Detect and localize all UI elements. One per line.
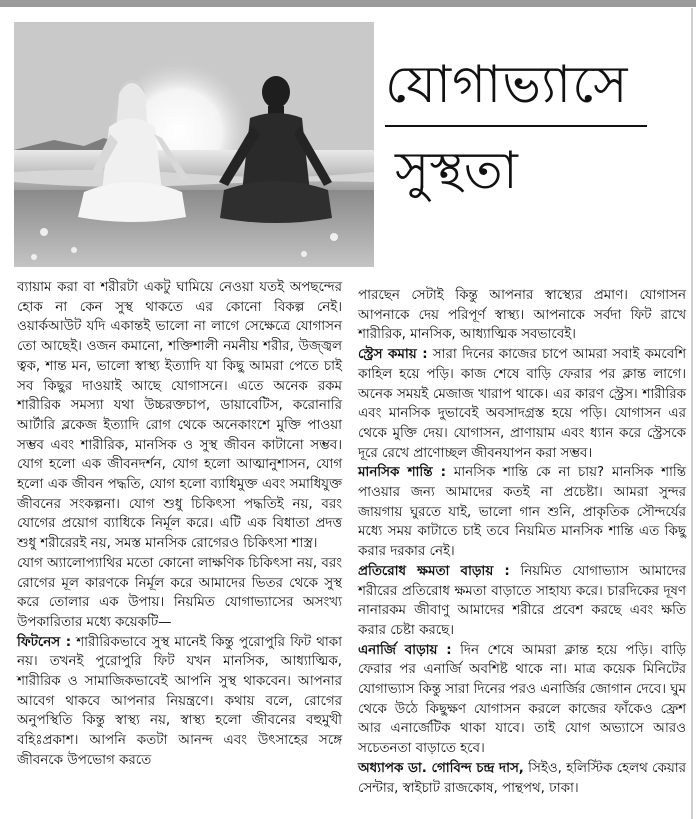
immunity-text: নিয়মিত যোগাভ্যাস আমাদের শরীরের প্রতিরোধ ক্ষমতা বাড়াতে সাহায্য করে। চারদিকের দূষণ নানারকম জীবাণু আমাদের শরীরে প্রবেশ করছে এবং ক্ষতি করার চেষ্টা করছে। — [358, 563, 686, 638]
fitness-label: ফিটনেস : — [17, 634, 72, 650]
page-edge-rule — [691, 8, 693, 819]
author-byline — [358, 759, 686, 798]
article-headline — [385, 55, 685, 201]
immunity-paragraph — [358, 562, 686, 641]
energy-text: দিন শেষে আমরা ক্লান্ত হয়ে পড়ি। বাড়ি ফেরার পর এনার্জি অবশিষ্ট থাকে না। মাত্র কয়েক মিনিটের যোগাভ্যাস কিন্তু সারা দিনের পরও এনার্জির জোগান দেবে। ঘুম থেকে উঠে কিছুক্ষণ যোগাসন করলে কাজের ফাঁকেও ফ্রেশ আর এনার্জেটিক থাকা যাবে। তাই যোগ অভ্যাসে আরও সচেতনতা বাড়াতে হবে। — [358, 642, 686, 757]
continuation-paragraph: পারছেন সেটাই কিন্তু আপনার স্বাস্থ্যের প্রমাণ। যোগাসন আপনাকে দেয় পরিপূর্ণ স্বাস্থ্য। আপনাকে সর্বদা ফিট রাখে শারীরিক, মানসিক, আধ্যাত্মিক সবভাবেই। — [358, 288, 686, 343]
immunity-label: প্রতিরোধ ক্ষমতা বাড়ায় : — [358, 563, 510, 579]
fitness-paragraph — [17, 633, 342, 771]
headline-line-2: সুস্থতা — [395, 141, 518, 201]
article-column-right — [358, 286, 686, 798]
headline-rule — [385, 125, 647, 127]
peace-label: মানসিক শান্তি : — [358, 465, 447, 481]
fitness-text: শারীরিকভাবে সুস্থ মানেই কিন্তু পুরোপুরি ফিট থাকা নয়। তখনই পুরোপুরি ফিট যখন মানসিক, আধ্যাত্মিক, শারীরিক ও সামাজিকভাবেই আপনি সুস্থ থাকবেন। আপনার আবেগ থাকবে আপনার নিয়ন্ত্রণে। কথায় বলে, রোগের অনুপস্থিতি কিন্তু স্বাস্থ্য নয়, স্বাস্থ্য হলো জীবনের বহুমুখী বহিঃপ্রকাশ। আপনি কতটা আনন্দ এবং উৎসাহের সঙ্গে জীবনকে উপভোগ করতে — [17, 634, 342, 768]
peace-text: মানসিক শান্তি কে না চায়? মানসিক শান্তি পাওয়ার জন্য আমাদের কতই না প্রচেষ্টা। আমরা সুন্দর জায়গায় ঘুরতে যাই, ভালো গান শুনি, প্রাকৃতিক সৌন্দর্যের মধ্যে সময় কাটাতে চাই তবে নিয়মিত মানসিক শান্তি এত কিছু করার দরকার নেই। — [358, 465, 686, 560]
top-rule — [0, 0, 696, 7]
energy-label: এনার্জি বাড়ায় : — [358, 642, 452, 658]
peace-paragraph — [358, 463, 686, 562]
energy-paragraph — [358, 641, 686, 759]
body-paragraph: যোগ অ্যালোপ্যাথির মতো কোনো লাক্ষণিক চিকিৎসা নয়, বরং রোগের মূল কারণকে নির্মূল করে আমাদের ভিতর থেকে সুস্থ করে তোলার এক উপায়। নিয়মিত যোগাভ্যাসের অসংখ্য উপকারিতার মধ্যে কয়েকটি— — [17, 555, 342, 630]
intro-paragraph: ব্যায়াম করা বা শরীরটা একটু ঘামিয়ে নেওয়া যতই অপছন্দের হোক না কেন সুস্থ থাকতে এর কোনো বিকল্প নেই। ওয়ার্কআউট যদি একান্তই ভালো না লাগে সেক্ষেত্রে যোগাসন তো আছেই। ওজন কমানো, শক্তিশালী নমনীয় শরীর, উজ্জ্বল ত্বক, শান্ত মন, ভালো স্বাস্থ্য ইত্যাদি যা কিছু আমরা পেতে চাই সব কিছুর দাওয়াই আছে যোগাসনে। এতে অনেক রকম শারীরিক সমস্যা যথা উচ্চরক্তচাপ, ডায়াবেটিস, করোনারি আর্টারি ব্লকেজ ইত্যাদি রোগ থেকে অনেকাংশে মুক্তি পাওয়া সম্ভব এবং শারীরিক, মানসিক ও সুস্থ জীবন কাটানো সম্ভব। যোগ হলো এক জীবনদর্শন, যোগ হলো আত্মানুশাসন, যোগ হলো এক জীবন পদ্ধতি, যোগ হলো ব্যাধিমুক্ত এবং সমাধিযুক্ত জীবনের সংকল্পনা। যোগ শুধু চিকিৎসা পদ্ধতিই নয়, বরং যোগের প্রয়োগ ব্যাধিকে নির্মূল করে। এটি এক বিধাতা প্রদত্ত শুধু শরীরেরই নয়, সমস্ত মানসিক রোগেরও চিকিৎসা শাস্ত্র। — [17, 280, 342, 552]
article-column-left — [17, 278, 342, 771]
author-affiliation: সিইও, হলিস্টিক হেলথ কেয়ার সেন্টার, স্বাইচাট রাজকোষ, পান্থপথ, ঢাকা। — [358, 760, 686, 796]
author-name: অধ্যাপক ডা. গোবিন্দ চন্দ্র দাস, — [358, 760, 524, 776]
headline-line-1: যোগাভ্যাসে — [385, 55, 629, 115]
stress-paragraph — [358, 345, 686, 463]
meditation-photo — [14, 22, 374, 267]
stress-label: স্ট্রেস কমায় : — [358, 347, 428, 363]
meditation-photo-icon — [14, 22, 374, 267]
stress-text: সারা দিনের কাজের চাপে আমরা সবাই কমবেশি কাহিল হয়ে পড়ি। কাজ শেষে বাড়ি ফেরার পর ক্লান্ত লাগে। অনেক সময়ই মেজাজ খারাপ থাকে। এর কারণ স্ট্রেস। শারীরিক এবং মানসিক দুভাবেই অবসাদগ্রস্ত হয়ে পড়ি। যোগাসন এর থেকে মুক্তি দেয়। যোগাসন, প্রাণায়াম এবং ধ্যান করে স্ট্রেসকে দূরে রেখে প্রাণোচ্ছল জীবনযাপন করা সম্ভব। — [358, 347, 687, 461]
